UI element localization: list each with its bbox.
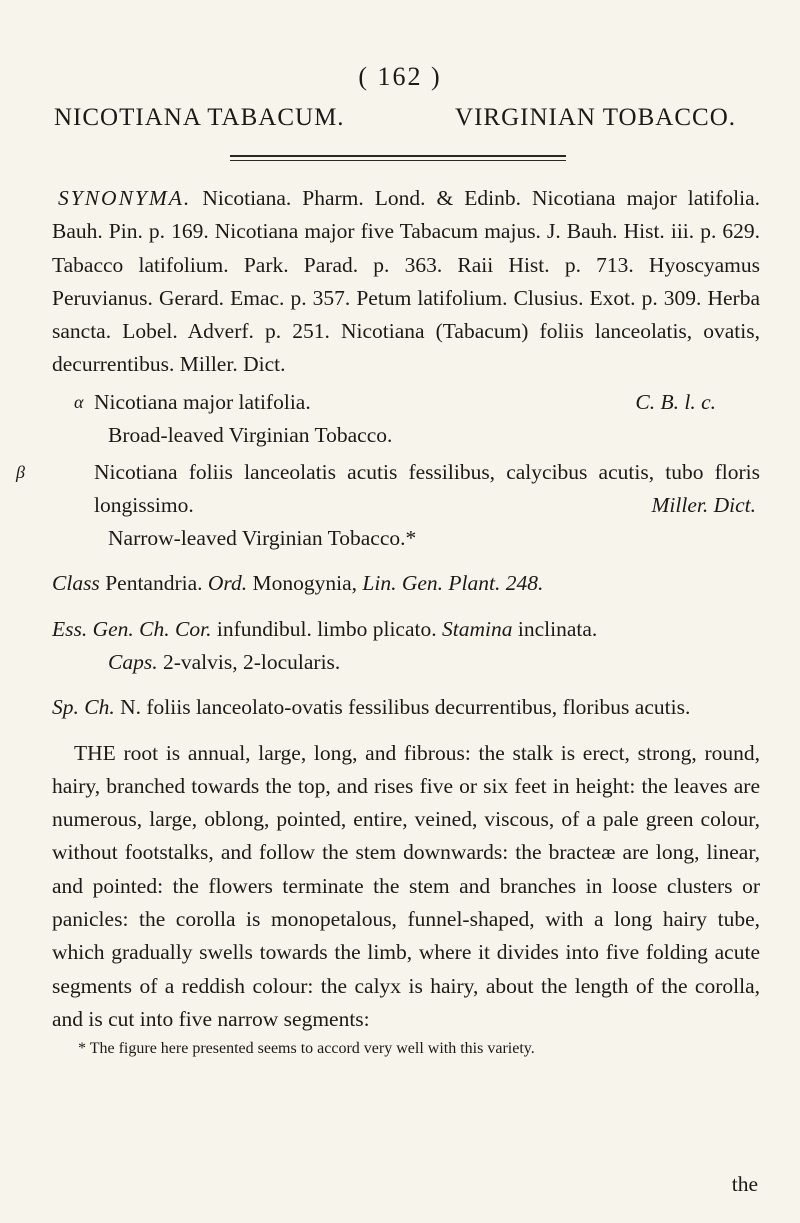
specific-text: N. foliis lanceolato-ovatis fessilibus decurrentibus, floribus acutis. <box>120 695 691 720</box>
synonyma-text: Nicotiana. Pharm. Lond. & Edinb. Nicotiana major latifolia. Bauh. Pin. p. 169. Nicotiana major five Tabacum majus. J. Bauh. Hist. iii. p. 629. Tabacco latifolium. Park. Parad. p. 363. Raii Hist. p. 713. Hyoscyamus Peruvianus. Gerard. Emac. p. 357. Petum latifolium. Clusius. Exot. p. 309. Herba sancta. Lobel. Adverf. p. 251. Nicotiana (Tabacum) foliis lanceolatis, ovatis, decurrentibus. Miller. Dict. <box>52 186 760 377</box>
order-value: Monogynia, <box>252 571 358 596</box>
classification <box>52 567 760 600</box>
class-value: Pentandria. <box>105 571 203 596</box>
stamina-label: Stamina <box>442 616 513 641</box>
variety-english-name: Broad-leaved Virginian Tobacco. <box>108 422 393 447</box>
order-label: Ord. <box>207 571 248 596</box>
variety-name: Nicotiana major latifolia. <box>94 389 311 414</box>
variety-symbol: α <box>74 391 84 412</box>
page-body <box>16 160 760 1060</box>
catchword: the <box>731 1172 758 1196</box>
capsule-label: Caps. <box>108 649 158 674</box>
stamina-text: inclinata. <box>517 616 598 641</box>
running-head-latin: NICOTIANA TABACUM. <box>54 104 345 131</box>
specific-label: Sp. Ch. <box>52 695 115 720</box>
running-head <box>0 104 800 138</box>
running-head-english: VIRGINIAN TOBACCO. <box>455 104 736 131</box>
specific-character <box>52 691 760 724</box>
variety-description <box>16 456 760 523</box>
footnote: * The figure here presented seems to accord very well with this variety. <box>78 1040 535 1058</box>
capsule-line <box>52 646 760 679</box>
variety-symbol: β <box>16 461 25 482</box>
variety-alpha <box>52 386 760 452</box>
variety-reference: Miller. Dict. <box>651 493 756 518</box>
page-number: ( 162 ) <box>358 62 442 91</box>
classification-reference: Lin. Gen. Plant. 248. <box>362 571 544 596</box>
variety-name: Nicotiana foliis lanceolatis acutis fessilibus, calycibus acutis, tubo floris longissimo. <box>94 459 760 518</box>
synonyma-paragraph <box>52 182 760 382</box>
class-label: Class <box>52 571 100 596</box>
variety-reference: C. B. l. c. <box>635 389 716 414</box>
corolla-label: Cor. <box>175 616 212 641</box>
synonyma-label: SYNONYMA. <box>58 186 192 210</box>
variety-beta <box>16 456 760 556</box>
essential-label: Ess. Gen. Ch. <box>52 616 170 641</box>
corolla-text: infundibul. limbo plicato. <box>216 616 437 641</box>
variety-english-name: Narrow-leaved Virginian Tobacco.* <box>108 526 417 551</box>
essential-character <box>52 613 760 646</box>
description-paragraph: THE root is annual, large, long, and fibrous: the stalk is erect, strong, round, hairy, branched towards the top, and rises five or six feet in height: the leaves are numerous, large, oblong, pointed, entire, veined, viscous, of a pale green colour, without footstalks, and follow the stem downwards: the bracteæ are long, linear, and pointed: the flowers terminate the stem and branches in loose clusters or panicles: the corolla is monopetalous, funnel-shaped, with a long hairy tube, which gradually swells towards the limb, where it divides into five folding acute segments of a reddish colour: the calyx is hairy, about the length of the corolla, and is cut into five narrow segments: <box>52 740 760 1031</box>
capsule-text: 2-valvis, 2-locularis. <box>162 649 341 674</box>
